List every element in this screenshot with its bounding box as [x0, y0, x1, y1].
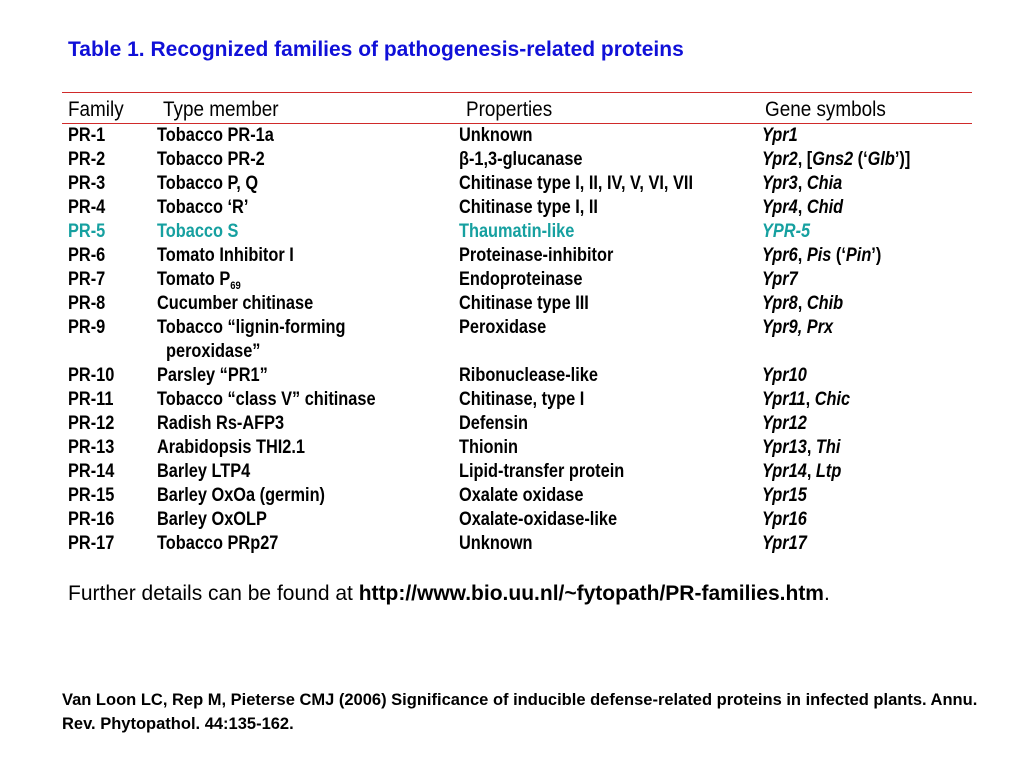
cell-type-member — [157, 413, 284, 435]
cell-type-member — [157, 221, 238, 243]
cell-type-member — [157, 509, 267, 531]
cell-gene-symbols — [762, 125, 798, 147]
gene-segment: Pis — [806, 245, 832, 266]
cell-gene-symbols — [762, 293, 843, 315]
cell-family: PR-3 — [68, 173, 106, 194]
cell-family: PR-4 — [68, 197, 106, 218]
type-text: Tomato Inhibitor I — [157, 245, 294, 266]
cell-gene-symbols — [762, 245, 881, 267]
gene-segment: Ypr2 — [762, 149, 798, 170]
cell-family: PR-6 — [68, 245, 106, 266]
cell-gene-symbols — [762, 389, 850, 411]
cell-family: PR-1 — [68, 125, 106, 146]
cell-properties: Ribonuclease-like — [459, 365, 598, 386]
cell-properties: Chitinase type I, II — [459, 197, 598, 218]
gene-segment: Chid — [806, 197, 844, 218]
details-link[interactable]: http://www.bio.uu.nl/~fytopath/PR-families.htm — [358, 582, 824, 605]
cell-family: PR-13 — [68, 437, 115, 458]
slide-title: Table 1. Recognized families of pathogenesis-related proteins — [68, 38, 684, 61]
gene-segment: Gns2 — [812, 149, 854, 170]
cell-properties: Thionin — [459, 437, 518, 458]
cell-family: PR-15 — [68, 485, 115, 506]
cell-family: PR-16 — [68, 509, 115, 530]
gene-segment: Glb — [867, 149, 895, 170]
gene-segment: Ypr15 — [762, 485, 807, 506]
cell-type-member — [157, 461, 250, 483]
gene-segment: , — [806, 461, 816, 482]
type-text: Tobacco PRp27 — [157, 533, 279, 554]
gene-segment: Chia — [806, 173, 843, 194]
cell-type-member — [157, 269, 241, 291]
cell-properties: Oxalate oxidase — [459, 485, 584, 506]
type-text: Barley LTP4 — [157, 461, 251, 482]
cell-type-member — [157, 125, 274, 147]
type-text: Radish Rs-AFP3 — [157, 413, 285, 434]
cell-family: PR-10 — [68, 365, 115, 386]
cell-type-member — [157, 365, 268, 387]
gene-segment: Ypr16 — [762, 509, 807, 530]
further-details — [68, 582, 830, 606]
cell-properties: Unknown — [459, 533, 533, 554]
subscript: 69 — [230, 280, 241, 292]
gene-segment: Ypr13 — [762, 437, 807, 458]
cell-gene-symbols — [762, 317, 833, 339]
cell-type-member — [157, 389, 376, 411]
type-text: Tobacco P, Q — [157, 173, 259, 194]
header-family: Family — [68, 98, 124, 121]
gene-segment: Ypr9, Prx — [762, 317, 834, 338]
cell-properties: Chitinase type I, II, IV, V, VI, VII — [459, 173, 694, 194]
cell-gene-symbols — [762, 149, 910, 171]
gene-segment: Chib — [806, 293, 844, 314]
gene-segment: Pin — [845, 245, 872, 266]
cell-properties: Defensin — [459, 413, 529, 434]
header-gene-symbols: Gene symbols — [765, 98, 886, 121]
cell-type-member — [157, 485, 325, 507]
cell-gene-symbols — [762, 269, 798, 291]
table-top-rule — [62, 92, 972, 93]
table-header-rule — [62, 123, 972, 124]
cell-type-member — [157, 173, 258, 195]
further-prefix: Further details can be found at — [68, 582, 359, 605]
gene-segment: Ypr3 — [762, 173, 798, 194]
cell-type-member — [157, 437, 305, 459]
type-text: Tomato P — [157, 269, 231, 290]
cell-family: PR-2 — [68, 149, 106, 170]
type-text: Tobacco S — [157, 221, 239, 242]
type-text: Tobacco “lignin-forming — [157, 317, 346, 338]
type-text: Tobacco PR-1a — [157, 125, 274, 146]
gene-segment: ’)] — [894, 149, 911, 170]
cell-properties: Proteinase-inhibitor — [459, 245, 614, 266]
gene-segment: , — [797, 173, 807, 194]
gene-segment: Chic — [814, 389, 851, 410]
gene-segment: , — [805, 389, 815, 410]
gene-segment: Ypr12 — [762, 413, 807, 434]
cell-gene-symbols — [762, 485, 807, 507]
cell-type-member — [157, 293, 313, 315]
gene-segment: , — [797, 293, 807, 314]
gene-segment: Ypr11 — [762, 389, 806, 410]
gene-segment: , — [806, 437, 816, 458]
cell-properties: Lipid-transfer protein — [459, 461, 625, 482]
cell-family: PR-12 — [68, 413, 115, 434]
gene-segment: Ypr17 — [762, 533, 807, 554]
gene-segment: Ypr8 — [762, 293, 798, 314]
type-text: Tobacco “class V” chitinase — [157, 389, 376, 410]
type-text: Tobacco ‘R’ — [157, 197, 249, 218]
gene-segment: (‘ — [853, 149, 868, 170]
cell-properties: Endoproteinase — [459, 269, 583, 290]
cell-properties: Peroxidase — [459, 317, 547, 338]
cell-family: PR-8 — [68, 293, 106, 314]
cell-type-member — [157, 317, 346, 339]
type-text: Tobacco PR-2 — [157, 149, 265, 170]
cell-properties: β-1,3-glucanase — [459, 149, 583, 170]
cell-type-member-continued: peroxidase” — [166, 341, 261, 362]
type-text: Arabidopsis THI2.1 — [157, 437, 306, 458]
type-text: Barley OxOa (germin) — [157, 485, 325, 506]
type-text: Parsley “PR1” — [157, 365, 268, 386]
cell-properties: Chitinase type III — [459, 293, 589, 314]
gene-segment: Ypr10 — [762, 365, 807, 386]
cell-gene-symbols — [762, 413, 807, 435]
gene-segment: Ypr7 — [762, 269, 798, 290]
gene-segment: Ypr1 — [762, 125, 798, 146]
gene-segment: , — [797, 197, 807, 218]
gene-segment: Ypr6 — [762, 245, 798, 266]
cell-gene-symbols — [762, 533, 807, 555]
cell-properties: Unknown — [459, 125, 533, 146]
gene-segment: , — [797, 245, 807, 266]
cell-gene-symbols — [762, 509, 807, 531]
cell-gene-symbols — [762, 461, 841, 483]
cell-family: PR-5 — [68, 221, 106, 242]
gene-segment: (‘ — [831, 245, 846, 266]
cell-family: PR-7 — [68, 269, 106, 290]
cell-type-member — [157, 533, 278, 555]
gene-segment: Ltp — [815, 461, 842, 482]
cell-properties: Chitinase, type I — [459, 389, 585, 410]
cell-gene-symbols — [762, 365, 807, 387]
cell-properties: Thaumatin-like — [459, 221, 575, 242]
gene-segment: ’) — [871, 245, 882, 266]
gene-segment: YPR-5 — [762, 221, 811, 242]
gene-segment: , [ — [797, 149, 813, 170]
cell-gene-symbols — [762, 437, 840, 459]
cell-type-member — [157, 149, 265, 171]
cell-gene-symbols — [762, 173, 842, 195]
cell-family: PR-11 — [68, 389, 114, 410]
cell-type-member — [157, 197, 248, 219]
cell-family: PR-17 — [68, 533, 115, 554]
cell-family: PR-9 — [68, 317, 106, 338]
citation: Van Loon LC, Rep M, Pieterse CMJ (2006) Significance of inducible defense-related proteins in infected plants. Annu. Rev. Phytopathol. 44:135-162. — [62, 691, 978, 733]
cell-gene-symbols — [762, 221, 810, 243]
cell-gene-symbols — [762, 197, 843, 219]
gene-segment: Ypr14 — [762, 461, 807, 482]
gene-segment: Ypr4 — [762, 197, 798, 218]
type-text: Barley OxOLP — [157, 509, 267, 530]
gene-segment: Thi — [815, 437, 841, 458]
cell-family: PR-14 — [68, 461, 115, 482]
cell-properties: Oxalate-oxidase-like — [459, 509, 618, 530]
header-type-member: Type member — [163, 98, 279, 121]
header-properties: Properties — [466, 98, 553, 121]
cell-type-member — [157, 245, 294, 267]
type-text: Cucumber chitinase — [157, 293, 314, 314]
further-suffix: . — [823, 582, 830, 605]
